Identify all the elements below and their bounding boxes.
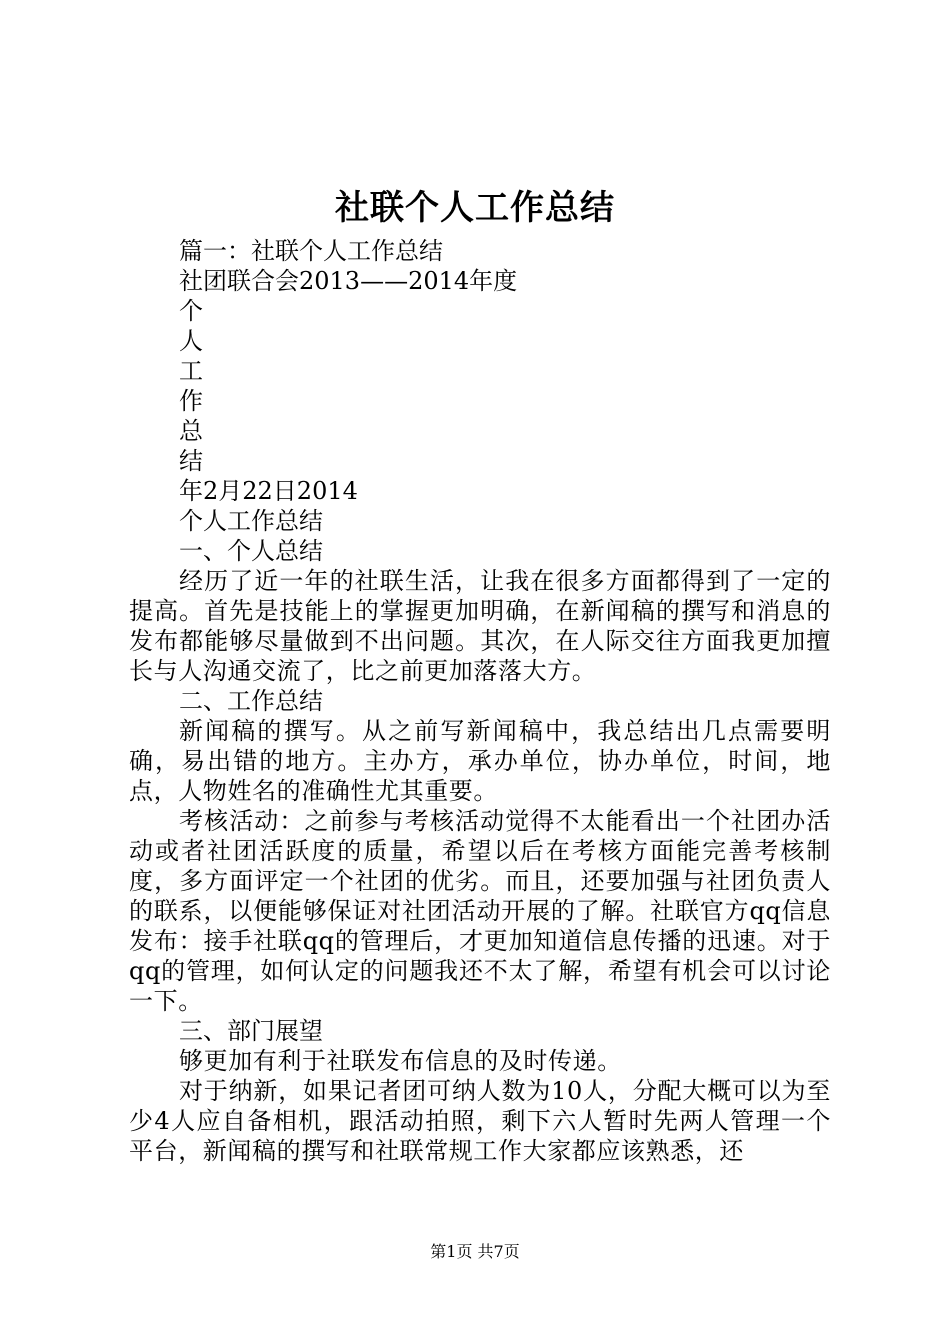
section-heading: 三、部门展望 bbox=[179, 1017, 323, 1045]
text-line: 工 bbox=[179, 357, 203, 385]
section-heading: 一、个人总结 bbox=[179, 537, 323, 565]
paragraph: 经历了近一年的社联生活，让我在很多方面都得到了一定的提高。首先是技能上的掌握更加明确，在新闻稿的撰写和消息的发布都能够尽量做到不出问题。其次，在人际交往方面我更加擅长与人沟通交流了，比之前更加落落大方。 bbox=[129, 567, 831, 685]
text-line: 个人工作总结 bbox=[179, 507, 323, 535]
text-line: 结 bbox=[179, 447, 203, 475]
paragraph: 考核活动：之前参与考核活动觉得不太能看出一个社团办活动或者社团活跃度的质量，希望以后在考核方面能完善考核制度，多方面评定一个社团的优劣。而且，还要加强与社团负责人的联系，以便能够保证对社团活动开展的了解。社联官方qq信息发布：接手社联qq的管理后，才更加知道信息传播的迅速。对于qq的管理，如何认定的问题我还不太了解，希望有机会可以讨论一下。 bbox=[129, 807, 831, 1015]
page-footer: 第1页 共7页 bbox=[430, 1242, 520, 1261]
text-line: 社团联合会2013——2014年度 bbox=[179, 267, 518, 295]
text-line: 个 bbox=[179, 297, 203, 325]
paragraph: 对于纳新，如果记者团可纳人数为10人，分配大概可以为至少4人应自备相机，跟活动拍照，剩下六人暂时先两人管理一个平台，新闻稿的撰写和社联常规工作大家都应该熟悉，还 bbox=[129, 1077, 831, 1165]
section-heading: 二、工作总结 bbox=[179, 687, 323, 715]
paragraph: 新闻稿的撰写。从之前写新闻稿中，我总结出几点需要明确，易出错的地方。主办方，承办单位，协办单位，时间，地点，人物姓名的准确性尤其重要。 bbox=[129, 717, 831, 805]
document-title: 社联个人工作总结 bbox=[335, 188, 615, 228]
text-line: 作 bbox=[179, 387, 203, 415]
text-line: 年2月22日2014 bbox=[179, 477, 358, 505]
text-line: 篇一：社联个人工作总结 bbox=[179, 237, 443, 265]
document-body bbox=[129, 236, 831, 1166]
text-line: 人 bbox=[179, 327, 203, 355]
paragraph: 够更加有利于社联发布信息的及时传递。 bbox=[179, 1047, 622, 1075]
text-line: 总 bbox=[179, 417, 203, 445]
